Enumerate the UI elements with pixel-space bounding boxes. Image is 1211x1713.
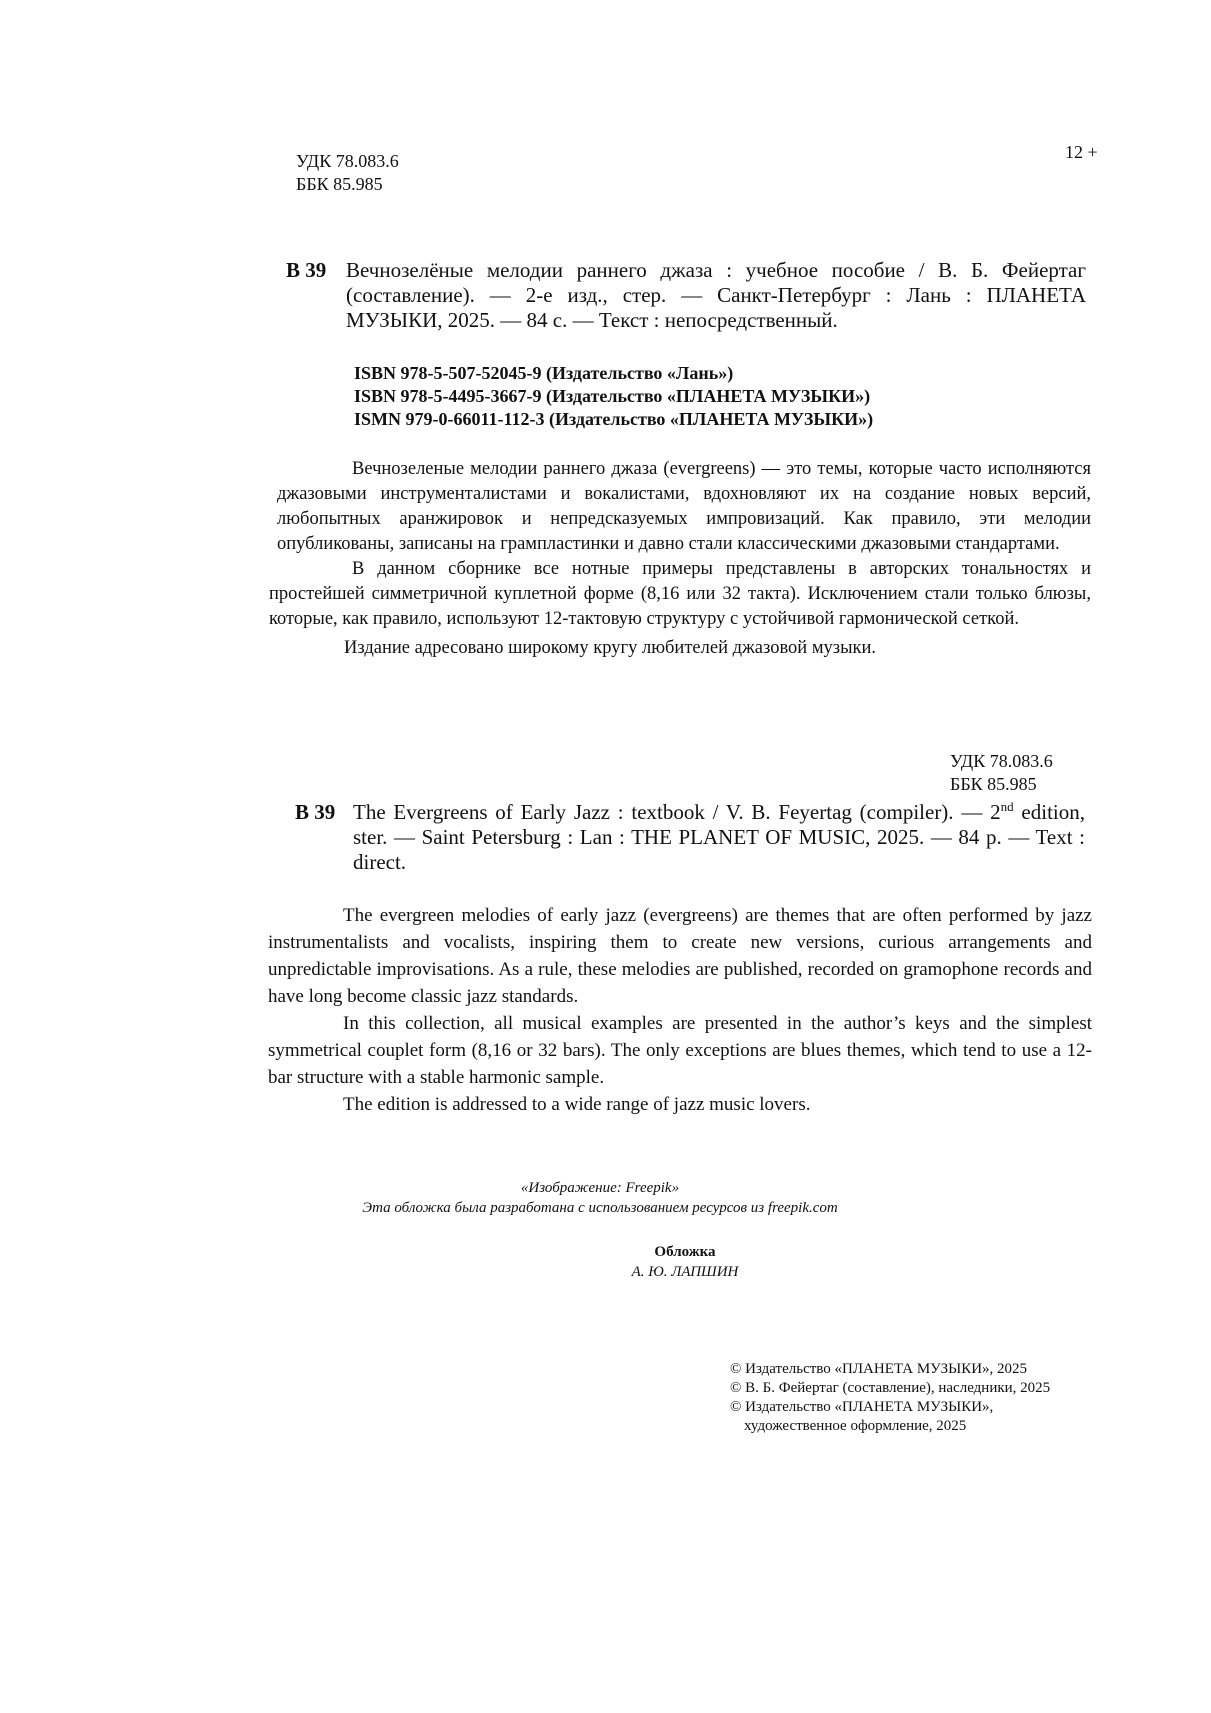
image-credit-line-1: «Изображение: Freepik» bbox=[520, 1180, 680, 1196]
en-bbk-code: ББК 85.985 bbox=[950, 774, 1037, 794]
en-abstract-paragraph-3: The edition is addressed to a wide range of jazz music lovers. bbox=[343, 1094, 811, 1115]
ru-entry-code: В 39 bbox=[286, 258, 327, 282]
udk-code: УДК 78.083.6 bbox=[296, 151, 399, 171]
en-udk-code: УДК 78.083.6 bbox=[950, 751, 1053, 771]
copyright-block bbox=[730, 1360, 1050, 1436]
ru-abstract-paragraph-3: Издание адресовано широкому кругу любителей джазовой музыки. bbox=[344, 638, 877, 658]
copyright-line-3: © Издательство «ПЛАНЕТА МУЗЫКИ», bbox=[730, 1399, 994, 1415]
isbn-lan: ISBN 978-5-507-52045-9 (Издательство «Лань») bbox=[354, 363, 734, 383]
classification-codes bbox=[296, 150, 399, 196]
cover-credit bbox=[560, 1242, 810, 1282]
en-entry-text-part-2: edition, ster. — Saint Petersburg : Lan : THE PLANET OF MUSIC, 2025. — 84 p. — Text : direct. bbox=[353, 800, 1085, 874]
en-abstract-paragraph-1: The evergreen melodies of early jazz (evergreens) are themes that are often performed by jazz instrumentalists and vocalists, inspiring them to create new versions, curious arrangements and unpredictable improvisations. As a rule, these melodies are published, recorded on gramophone records and have long become classic jazz standards. bbox=[268, 905, 1092, 1007]
copyright-line-2: © В. Б. Фейертаг (составление), наследники, 2025 bbox=[730, 1380, 1051, 1396]
image-credit bbox=[290, 1178, 910, 1218]
copyright-line-4: художественное оформление, 2025 bbox=[744, 1418, 967, 1434]
identifier-list bbox=[354, 362, 873, 431]
isbn-planet: ISBN 978-5-4495-3667-9 (Издательство «ПЛАНЕТА МУЗЫКИ») bbox=[354, 386, 871, 406]
en-abstract-paragraph-2: In this collection, all musical examples are presented in the author’s keys and the simplest symmetrical couplet form (8,16 or 32 bars). The only exceptions are blues themes, which tend to use a 12-bar structure with a stable harmonic sample. bbox=[268, 1013, 1092, 1088]
ru-entry-text: Вечнозелёные мелодии раннего джаза : учебное пособие / В. Б. Фейертаг (составление). — 2-е изд., стер. — Санкт-Петербург : Лань : ПЛАНЕТА МУЗЫКИ, 2025. — 84 с. — Текст : непосредственный. bbox=[346, 258, 1086, 332]
cover-label: Обложка bbox=[654, 1244, 716, 1260]
en-entry-code: B 39 bbox=[295, 800, 336, 824]
ru-abstract-paragraph-1: Вечнозеленые мелодии раннего джаза (evergreens) — это темы, которые часто исполняются джазовыми инструменталистами и вокалистами, вдохновляют их на создание новых версий, любопытных аранжировок и непредсказуемых импровизаций. Как правило, эти мелодии опубликованы, записаны на грампластинки и давно стали классическими джазовыми стандартами. bbox=[277, 459, 1091, 554]
age-rating: 12 + bbox=[1065, 142, 1098, 162]
bbk-code: ББК 85.985 bbox=[296, 174, 383, 194]
image-credit-line-2: Эта обложка была разработана с использованием ресурсов из freepik.com bbox=[362, 1200, 838, 1216]
en-entry-text bbox=[353, 800, 1085, 875]
cover-author: А. Ю. ЛАПШИН bbox=[631, 1264, 739, 1280]
en-entry-text-part-1: The Evergreens of Early Jazz : textbook / V. B. Feyertag (compiler). — 2 bbox=[353, 800, 1001, 824]
en-abstract bbox=[268, 902, 1092, 1118]
copyright-line-1: © Издательство «ПЛАНЕТА МУЗЫКИ», 2025 bbox=[730, 1361, 1028, 1377]
ru-abstract-paragraph-2: В данном сборнике все нотные примеры представлены в авторских тональностях и простейшей симметричной куплетной форме (8,16 или 32 такта). Исключением стали только блюзы, которые, как правило, используют 12-тактовую структуру с устойчивой гармонической сеткой. bbox=[269, 559, 1091, 629]
ru-bibliographic-entry bbox=[286, 258, 1086, 333]
ismn-planet: ISMN 979-0-66011-112-3 (Издательство «ПЛАНЕТА МУЗЫКИ») bbox=[354, 409, 874, 429]
en-entry-superscript: nd bbox=[1000, 799, 1014, 814]
en-classification-codes bbox=[950, 750, 1053, 796]
en-bibliographic-entry bbox=[295, 800, 1085, 875]
ru-abstract bbox=[269, 457, 1091, 661]
